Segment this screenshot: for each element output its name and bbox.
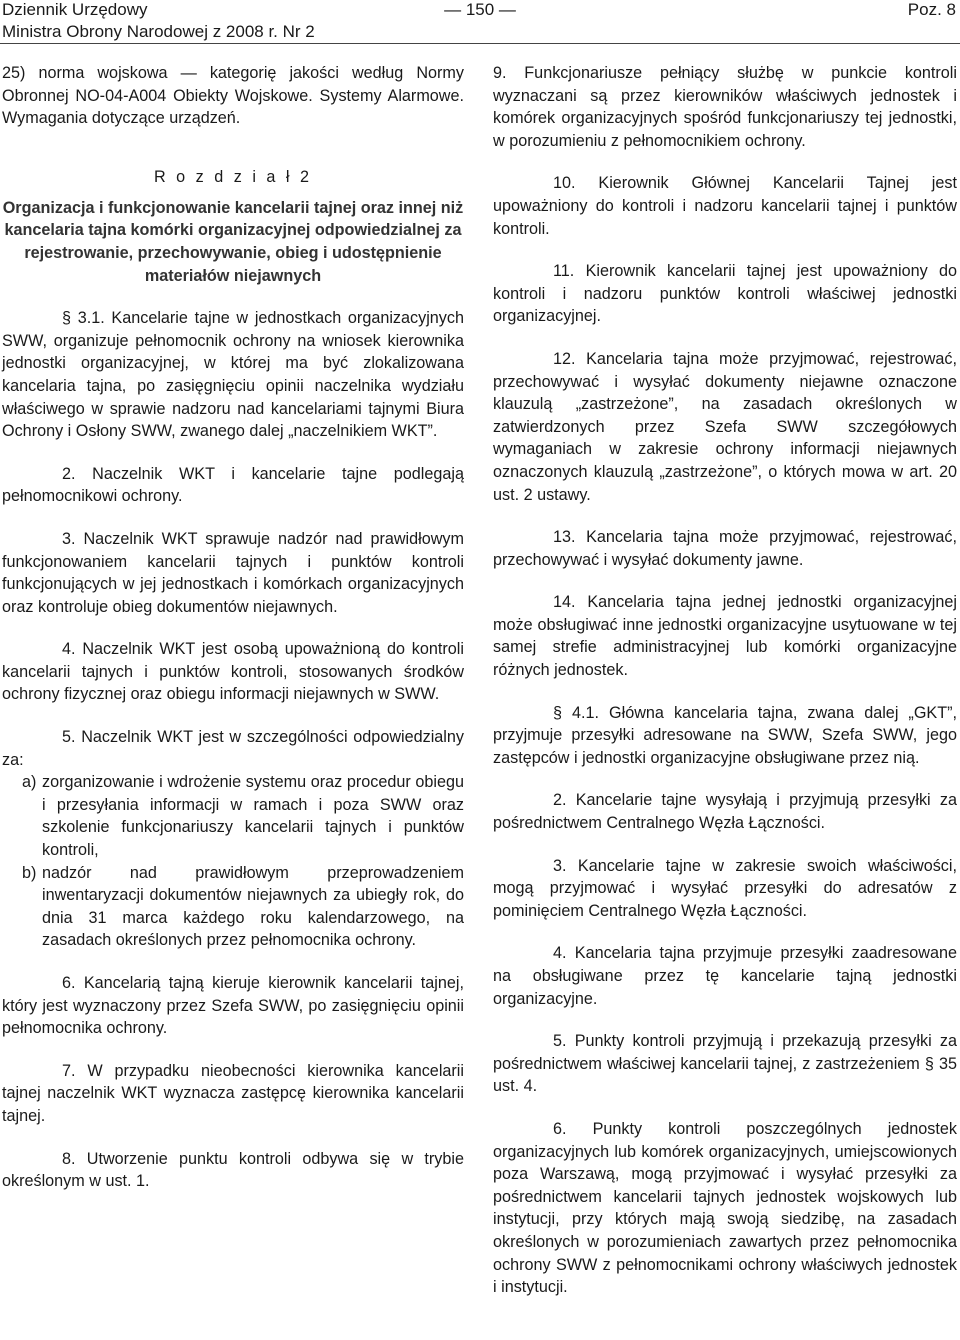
page-number: — 150 — xyxy=(444,0,516,19)
list-item xyxy=(2,771,464,861)
paragraph-s3-2: 2. Naczelnik WKT i kancelarie tajne podlegają pełnomocnikowi ochrony. xyxy=(2,464,464,506)
ministry-line: Ministra Obrony Narodowej z 2008 r. Nr 2 xyxy=(2,22,315,41)
position-number: Poz. 8 xyxy=(907,0,956,19)
paragraph-s3-3: 3. Naczelnik WKT sprawuje nadzór nad prawidłowym funkcjonowaniem kancelarii tajnych i punktów kontroli funkcjonujących w jej jednostkach i komórkach organizacyjnych oraz kontroluje obieg dokumentów niejawnych. xyxy=(2,529,464,616)
paragraph-s3-5: 5. Naczelnik WKT jest w szczególności odpowiedzialny za: xyxy=(2,728,464,769)
paragraph-s4-1: § 4.1. Główna kancelaria tajna, zwana dalej „GKT”, przyjmuje przesyłki adresowane na SWW, Szefa SWW, jego zastępców i jednostki organizacyjne obsługiwane przez nią. xyxy=(493,703,957,767)
page-header xyxy=(0,0,960,44)
definition-item-25: 25) norma wojskowa — kategorię jakości według Normy Obronnej NO-04-A004 Obiekty Wojskowe. Systemy Alarmowe. Wymagania dotyczące urządzeń. xyxy=(2,64,464,128)
paragraph-s4-3: 3. Kancelarie tajne w zakresie swoich właściwości, mogą przyjmować i wysyłać przesyłki do adresatów z pominięciem Centralnego Węzła Łączności. xyxy=(493,856,957,920)
paragraph-s3-10: 10. Kierownik Głównej Kancelarii Tajnej jest upoważniony do kontroli i nadzoru kancelarii tajnej i punktów kontroli. xyxy=(493,174,957,238)
header-divider xyxy=(0,43,960,44)
paragraph-s3-14: 14. Kancelaria tajna jednej jednostki organizacyjnej może obsługiwać inne jednostki organizacyjne usytuowane w tej samej strefie administracyjnej lub komórki organizacyjne różnych jednostek. xyxy=(493,593,957,680)
paragraph-s3-9: 9. Funkcjonariusze pełniący służbę w punkcie kontroli wyznaczani są przez kierowników właściwych jednostek i komórek organizacyjnych spośród funkcjonariuszy tej jednostki, w porozumieniu z pełnomocnikiem ochrony. xyxy=(493,64,957,150)
chapter-label: R o z d z i a ł 2 xyxy=(153,167,313,186)
paragraph-s4-6: 6. Punkty kontroli poszczególnych jednostek organizacyjnych lub komórek organizacyjnych, umiejscowionych poza Warszawą, mogą przyjmować i wysyłać przesyłki za pośrednictwem kancelarii tajnych jednostek wojskowych lub instytucji, przy których mają swoją siedzibę, na zasadach określonych w porozumieniach zawartych przez pełnomocnika ochrony SWW z pełnomocnikami ochrony właściwych jednostek i instytucji. xyxy=(493,1119,957,1297)
list-marker: b) xyxy=(22,863,37,882)
paragraph-s3-13: 13. Kancelaria tajna może przyjmować, rejestrować, przechowywać i wysyłać dokumenty jawne. xyxy=(493,528,957,569)
list-item-text: zorganizowanie i wdrożenie systemu oraz procedur obiegu i przesyłania informacji w ramach i poza SWW oraz szkolenie funkcjonariuszy kancelarii tajnych i punktów kontroli, xyxy=(42,773,464,860)
paragraph-s3-12: 12. Kancelaria tajna może przyjmować, rejestrować, przechowywać i wysyłać dokumenty niejawne oznaczone klauzulą „zastrzeżone”, na zasadach określonych w zatwierdzonych przez Szefa SWW szczegółowych wymaganiach w zakresie ochrony informacji niejawnych oznaczonych klauzulą „zastrzeżone”, o których mowa w art. 20 ust. 2 ustawy. xyxy=(493,349,957,504)
right-column xyxy=(493,62,957,1319)
paragraph-s3-4: 4. Naczelnik WKT jest osobą upoważnioną do kontroli kancelarii tajnych i punktów kontroli, stosowanych środków ochrony fizycznej oraz obiegu informacji niejawnych w SWW. xyxy=(2,640,464,704)
paragraph-s4-5: 5. Punkty kontroli przyjmują i przekazują przesyłki za pośrednictwem właściwej kancelarii tajnej, z zastrzeżeniem § 35 ust. 4. xyxy=(493,1032,957,1096)
paragraph-s3-5-list xyxy=(2,771,464,952)
journal-title: Dziennik Urzędowy xyxy=(2,0,148,19)
paragraph-s3-11: 11. Kierownik kancelarii tajnej jest upoważniony do kontroli i nadzoru punktów kontroli właściwej jednostki organizacyjnej. xyxy=(493,262,957,326)
paragraph-s3-8: 8. Utworzenie punktu kontroli odbywa się w trybie określonym w ust. 1. xyxy=(2,1149,464,1191)
left-column xyxy=(2,62,464,1213)
paragraph-s3-6: 6. Kancelarią tajną kieruje kierownik kancelarii tajnej, który jest wyznaczony przez Szefa SWW, po zasięgnięciu opinii pełnomocnika ochrony. xyxy=(2,974,464,1038)
paragraph-s3-1: § 3.1. Kancelarie tajne w jednostkach organizacyjnych SWW, organizuje pełnomocnik ochrony na wniosek kierownika jednostki organizacyjnej, w której ma być zlokalizowana kancelaria tajna, po zasięgnięciu opinii naczelnika wydziału właściwego w sprawie nadzoru nad kancelariami tajnymi Biura Ochrony i Osłony SWW, zwanego dalej „naczelnikiem WKT”. xyxy=(2,309,464,441)
list-marker: a) xyxy=(22,773,37,792)
paragraph-s4-4: 4. Kancelaria tajna przyjmuje przesyłki zaadresowane na obsługiwane przez tę kancelarie tajną jednostki organizacyjne. xyxy=(493,944,957,1008)
chapter-title: Organizacja i funkcjonowanie kancelarii tajnej oraz innej niż kancelaria tajna komórki organizacyjnej odpowiedzialnej za rejestrowanie, przechowywanie, obieg i udostępnienie materiałów niejawnych xyxy=(2,198,464,285)
list-item-text: nadzór nad prawidłowym przeprowadzeniem inwentaryzacji dokumentów niejawnych za ubiegły rok, do dnia 31 marca każdego roku kalendarzowego, na zasadach określonych przez pełnomocnika ochrony. xyxy=(42,863,464,950)
paragraph-s3-7: 7. W przypadku nieobecności kierownika kancelarii tajnej naczelnik WKT wyznacza zastępcę kierownika kancelarii tajnej. xyxy=(2,1061,464,1125)
list-item xyxy=(2,862,464,952)
paragraph-s4-2: 2. Kancelarie tajne wysyłają i przyjmują przesyłki za pośrednictwem Centralnego Węzła Łączności. xyxy=(493,791,957,833)
